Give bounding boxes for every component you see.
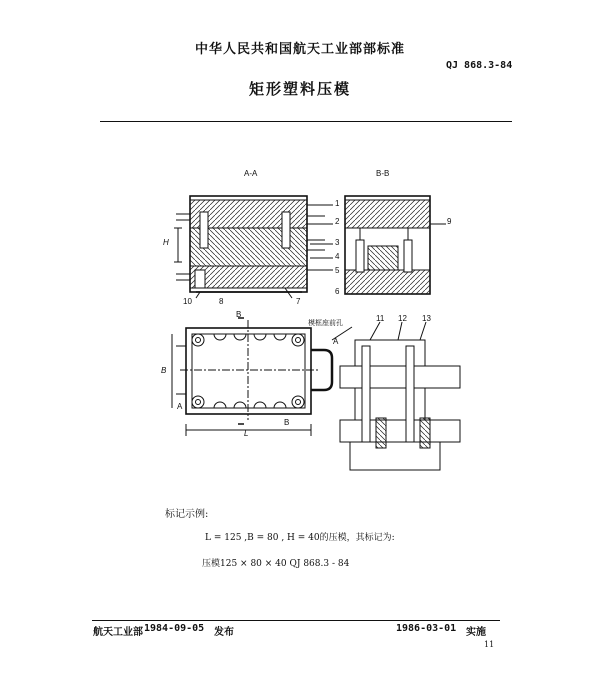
- callout-13: 13: [422, 314, 431, 323]
- dim-l-label: L: [244, 429, 249, 438]
- callout-5: 5: [335, 266, 340, 275]
- callout-8: 8: [219, 297, 224, 306]
- implementation-date: 1986-03-01: [396, 623, 457, 634]
- callout-4: 4: [335, 252, 340, 261]
- dim-h-label: H: [163, 238, 169, 247]
- callout-3: 3: [335, 238, 340, 247]
- assembly-view: [332, 322, 460, 470]
- issue-date: 1984-09-05: [144, 623, 205, 634]
- section-aa-label: A-A: [244, 169, 258, 178]
- standard-code: QJ 868.3-84: [446, 60, 513, 71]
- callout-10: 10: [183, 297, 192, 306]
- example-label: 标记示例:: [165, 509, 209, 520]
- callout-9: 9: [447, 217, 452, 226]
- callout-11: 11: [376, 314, 385, 323]
- issue-word: 发布: [214, 627, 234, 638]
- handle-note: 模框座前孔: [308, 320, 343, 327]
- section-bb-label: B-B: [376, 169, 390, 178]
- section-bb-view: [345, 196, 446, 294]
- issuer: 航天工业部: [93, 627, 143, 638]
- ministry-header: 中华人民共和国航天工业部部标准: [194, 42, 405, 57]
- callout-1: 1: [335, 199, 340, 208]
- callout-7: 7: [296, 297, 301, 306]
- example-line-2: 压模125 × 80 × 40 QJ 868.3 - 84: [202, 559, 350, 569]
- mark-b-top: B: [236, 310, 242, 319]
- implementation-word: 实施: [466, 627, 486, 638]
- document-title: 矩形塑料压模: [248, 80, 351, 98]
- dim-b-label: B: [161, 366, 167, 375]
- mark-a-right: A: [333, 337, 339, 346]
- mark-a-left: A: [177, 402, 183, 411]
- callout-2: 2: [335, 217, 340, 226]
- plan-view: [172, 318, 332, 436]
- example-line-1: L = 125 ,B = 80 , H = 40的压模，其标记为:: [205, 533, 395, 543]
- footer-rule: [92, 620, 500, 621]
- page-number: 11: [484, 640, 495, 649]
- mark-b-bottom: B: [284, 418, 290, 427]
- callout-6: 6: [335, 287, 340, 296]
- callout-12: 12: [398, 314, 407, 323]
- section-aa-view: [174, 196, 333, 298]
